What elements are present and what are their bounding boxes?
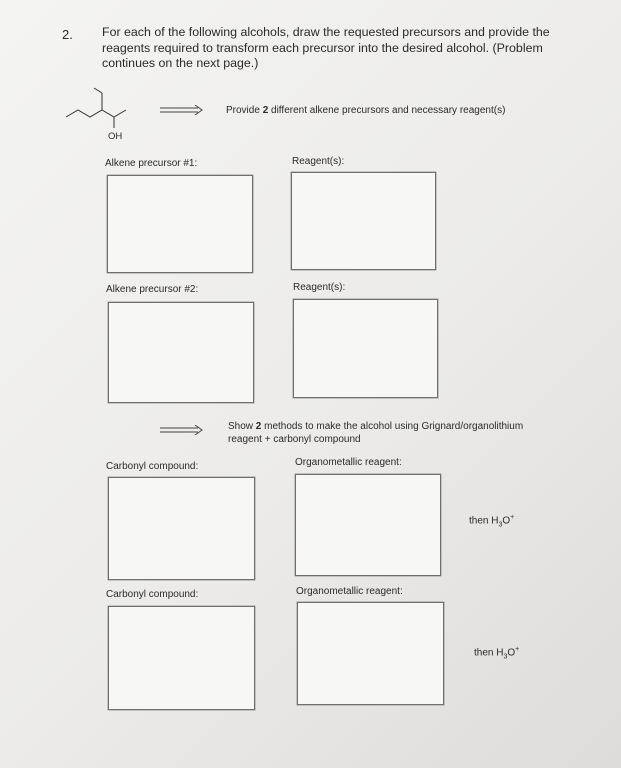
organometallic-reagent-1-label: Organometallic reagent: xyxy=(295,457,402,468)
alkene-precursor-1-box[interactable] xyxy=(107,175,253,273)
carbonyl-compound-2-label: Carbonyl compound: xyxy=(106,589,199,600)
reagents-1-box[interactable] xyxy=(291,172,436,270)
oh-label: OH xyxy=(108,131,123,142)
organometallic-reagent-2-label: Organometallic reagent: xyxy=(296,586,403,597)
alcohol-structure xyxy=(64,86,144,146)
reaction-arrow-icon xyxy=(160,425,204,435)
alcohol-skeletal-formula xyxy=(64,86,144,146)
alkene-precursor-1-label: Alkene precursor #1: xyxy=(105,158,198,169)
alkene-precursor-2-label: Alkene precursor #2: xyxy=(106,284,199,295)
alkene-precursor-2-box[interactable] xyxy=(108,302,254,403)
part-a-instruction: Provide 2 different alkene precursors and necessary reagent(s) xyxy=(226,105,506,116)
part-b-instruction: Show 2 methods to make the alcohol using Grignard/organolithium reagent + carbonyl compound xyxy=(228,421,524,445)
carbonyl-compound-2-box[interactable] xyxy=(108,606,255,710)
reaction-arrow-icon xyxy=(160,105,204,115)
carbonyl-compound-1-box[interactable] xyxy=(108,477,255,580)
reagents-2-label: Reagent(s): xyxy=(293,282,346,293)
reagents-1-label: Reagent(s): xyxy=(292,156,345,167)
reagents-2-box[interactable] xyxy=(293,299,438,398)
organometallic-reagent-1-box[interactable] xyxy=(295,474,441,576)
workup-1-text: then $H_3O^+$ xyxy=(469,514,515,529)
question-text: For each of the following alcohols, draw the requested precursors and provide the reagents required to transform each precursor into the desired alcohol. (Problem continues on the next page.) xyxy=(102,25,550,70)
workup-2-text: then $H_3O^+$ xyxy=(474,646,520,661)
organometallic-reagent-2-box[interactable] xyxy=(297,602,444,705)
question-number: 2. xyxy=(62,27,73,42)
carbonyl-compound-1-label: Carbonyl compound: xyxy=(106,461,199,472)
